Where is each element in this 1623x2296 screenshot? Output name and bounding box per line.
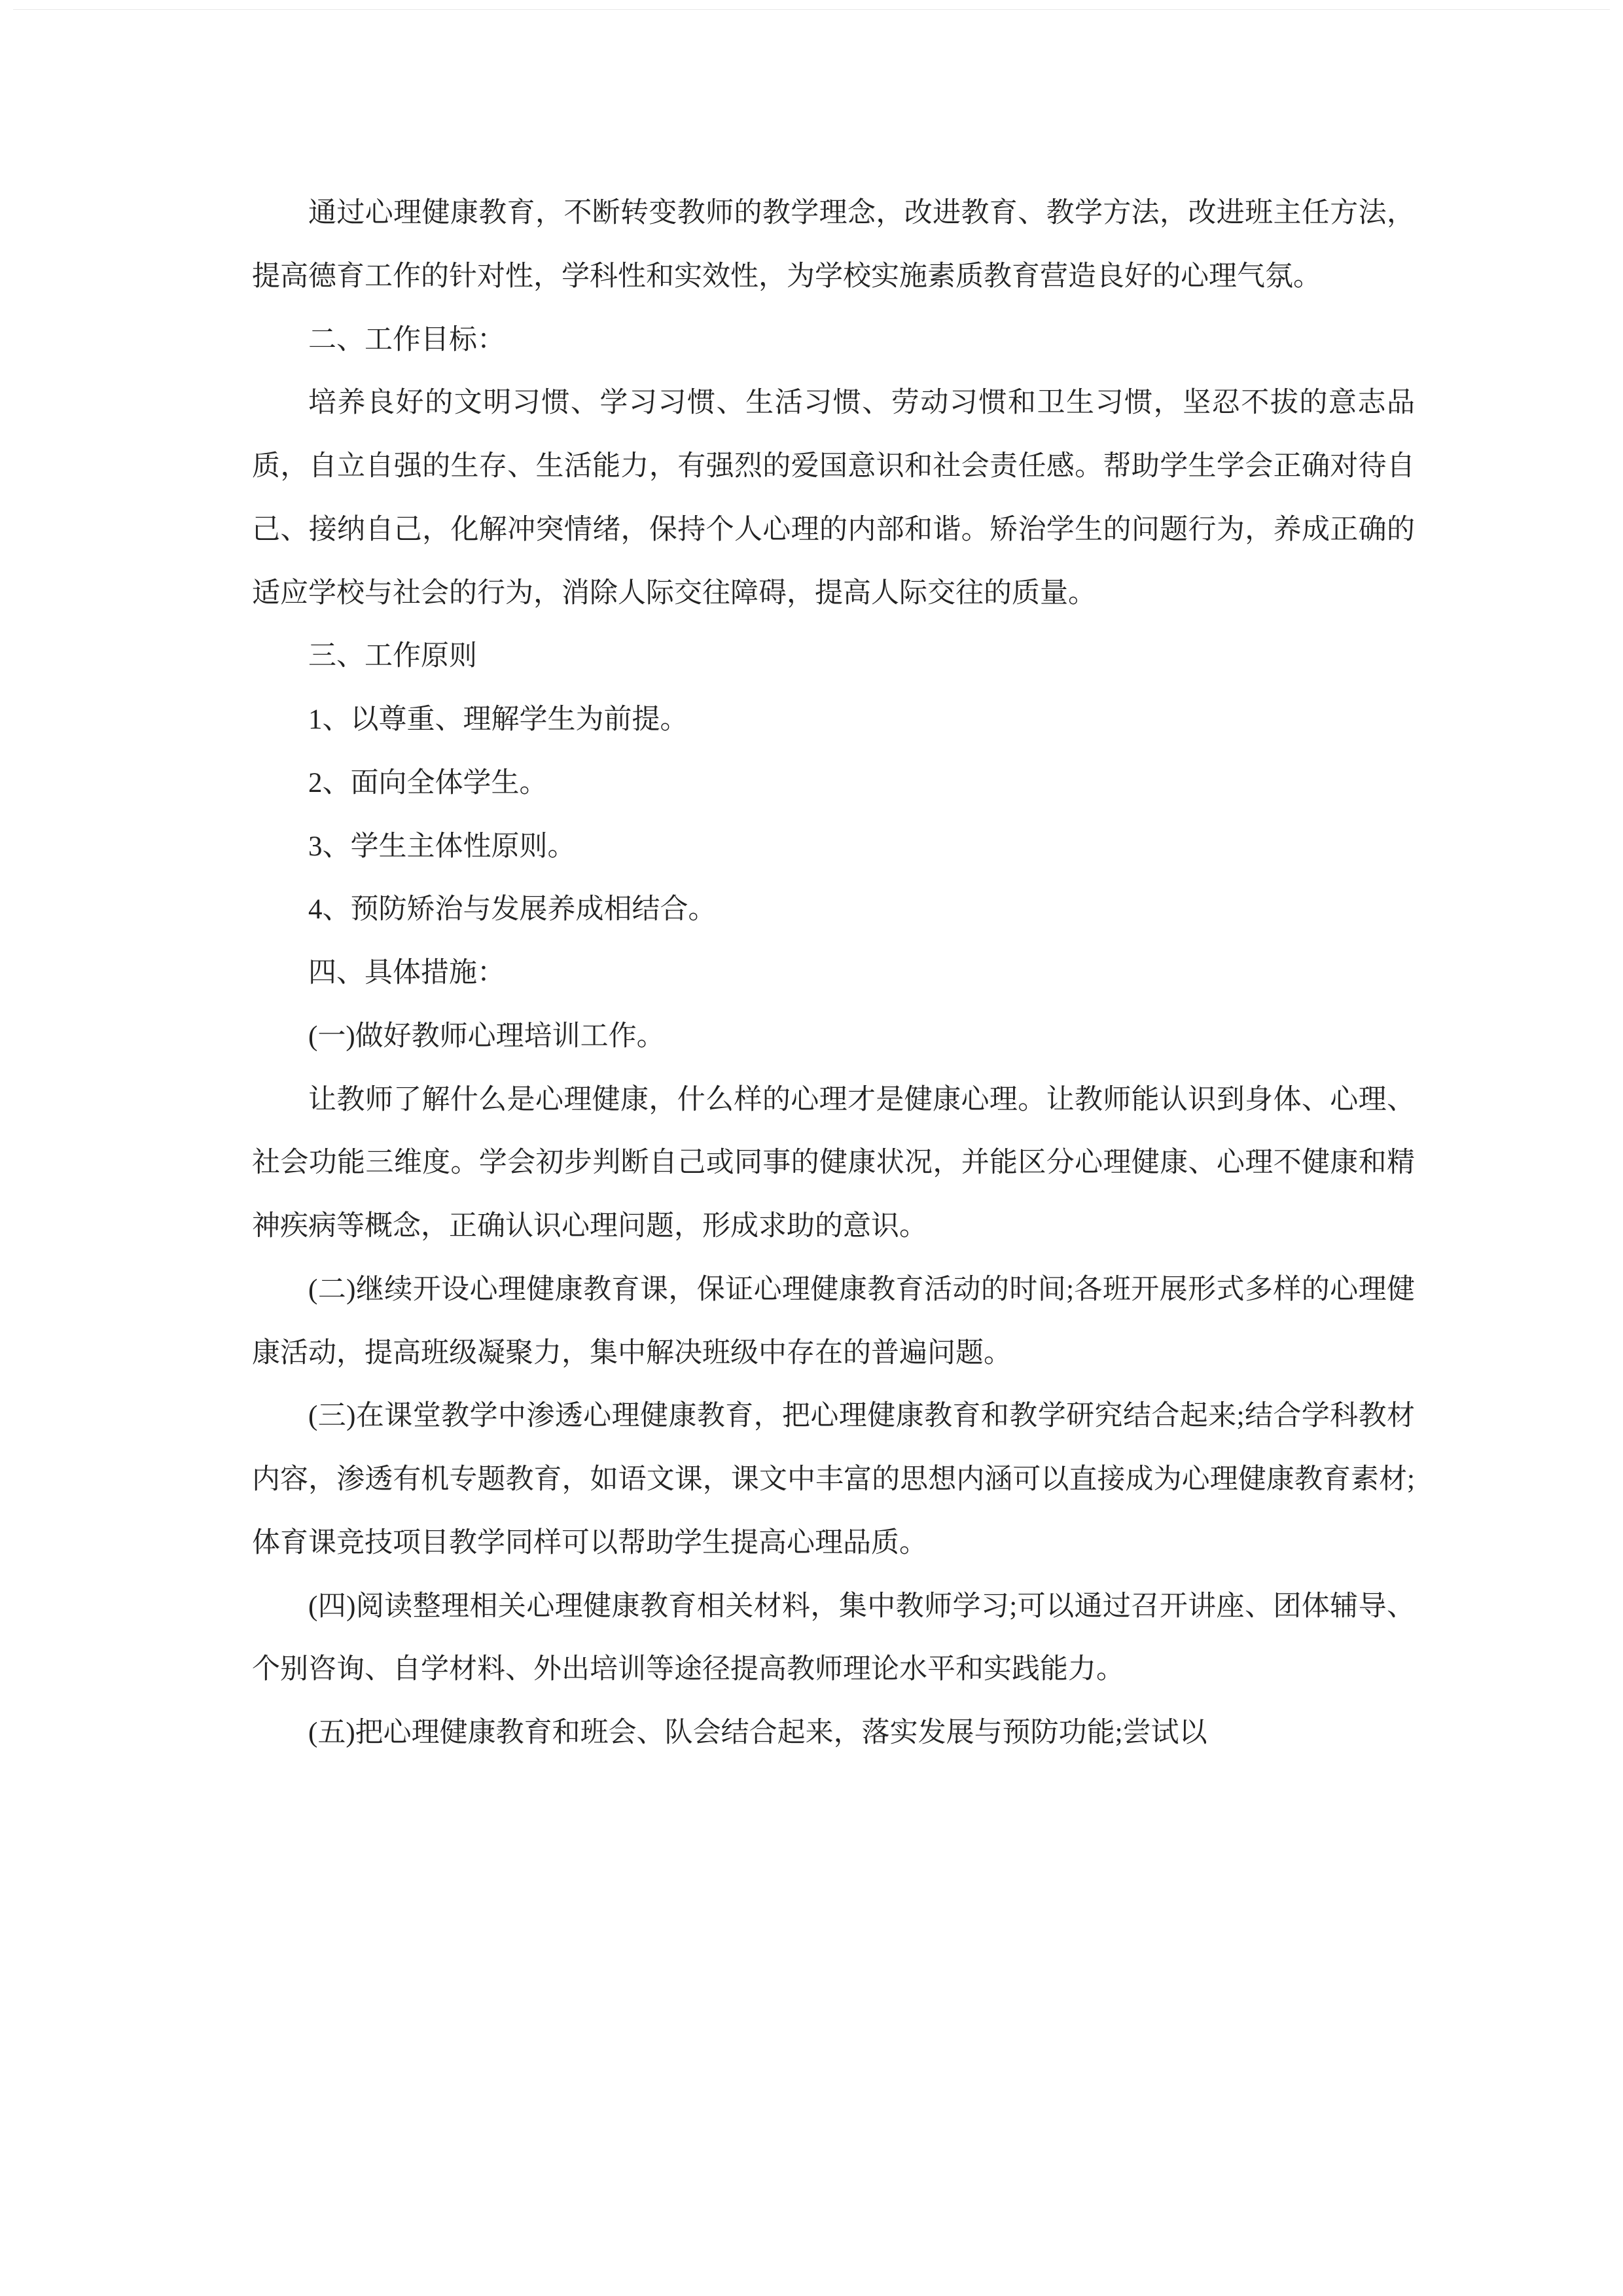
- paragraph: 通过心理健康教育，不断转变教师的教学理念，改进教育、教学方法，改进班主任方法，提高德育工作的针对性，学科性和实效性，为学校实施素质教育营造良好的心理气氛。: [252, 198, 1415, 292]
- paragraph: 二、工作目标：: [308, 324, 505, 355]
- paragraph: 让教师了解什么是心理健康，什么样的心理才是健康心理。让教师能认识到身体、心理、社会功能三维度。学会初步判断自己或同事的健康状况，并能区分心理健康、心理不健康和精神疾病等概念，正确认识心理问题，形成求助的意识。: [252, 1084, 1415, 1242]
- document-body: [252, 182, 1415, 1765]
- paragraph: 三、工作原则: [308, 641, 477, 672]
- paragraph: (三)在课堂教学中渗透心理健康教育，把心理健康教育和教学研究结合起来;结合学科教材内容，渗透有机专题教育，如语文课，课文中丰富的思想内涵可以直接成为心理健康教育素材;体育课竞技项目教学同样可以帮助学生提高心理品质。: [252, 1401, 1415, 1558]
- paragraph: 1、以尊重、理解学生为前提。: [308, 704, 688, 735]
- paragraph: (四)阅读整理相关心理健康教育相关材料，集中教师学习;可以通过召开讲座、团体辅导、个别咨询、自学材料、外出培训等途径提高教师理论水平和实践能力。: [252, 1590, 1415, 1685]
- paragraph: 培养良好的文明习惯、学习习惯、生活习惯、劳动习惯和卫生习惯，坚忍不拔的意志品质，自立自强的生存、生活能力，有强烈的爱国意识和社会责任感。帮助学生学会正确对待自己、接纳自己，化解冲突情绪，保持个人心理的内部和谐。矫治学生的问题行为，养成正确的适应学校与社会的行为，消除人际交往障碍，提高人际交往的质量。: [252, 387, 1415, 609]
- paragraph: (五)把心理健康教育和班会、队会结合起来，落实发展与预防功能;尝试以: [308, 1717, 1207, 1748]
- paragraph: (二)继续开设心理健康教育课，保证心理健康教育活动的时间;各班开展形式多样的心理健康活动，提高班级凝聚力，集中解决班级中存在的普遍问题。: [252, 1274, 1415, 1369]
- paragraph: 2、面向全体学生。: [308, 767, 548, 798]
- paragraph: (一)做好教师心理培训工作。: [308, 1020, 665, 1052]
- paragraph: 4、预防矫治与发展养成相结合。: [308, 894, 717, 925]
- paragraph: 3、学生主体性原则。: [308, 831, 576, 862]
- page-top-rule: [13, 9, 1610, 10]
- paragraph: 四、具体措施：: [308, 958, 505, 988]
